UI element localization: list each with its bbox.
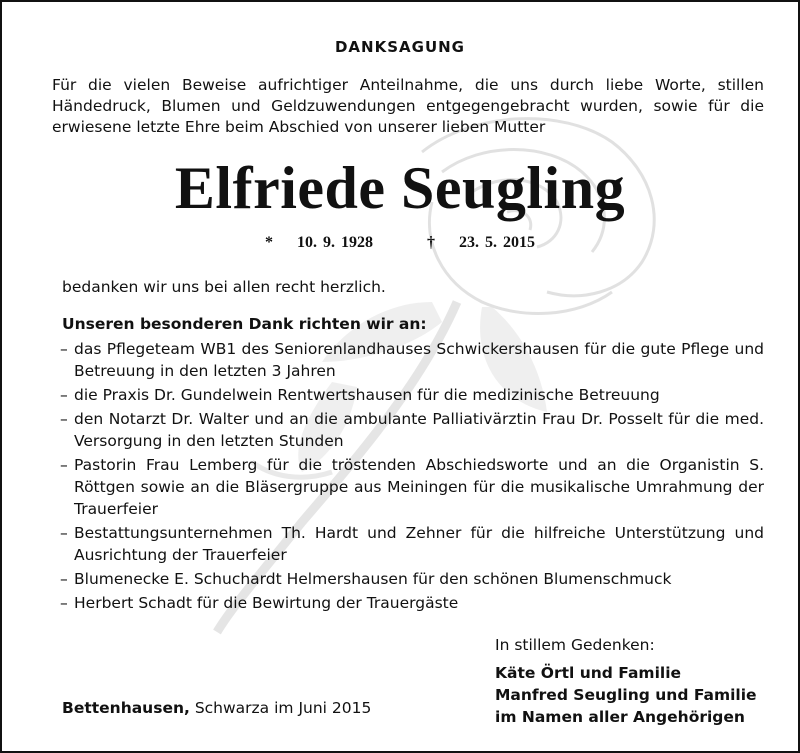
birth-star-icon: * bbox=[265, 234, 273, 251]
family-line: Manfred Seugling und Familie bbox=[495, 686, 757, 704]
thanks-list bbox=[60, 338, 764, 616]
family-line: Käte Örtl und Familie bbox=[495, 664, 682, 682]
in-memory-label: In stillem Gedenken: bbox=[495, 636, 655, 654]
list-item: – Herbert Schadt für die Bewirtung der Trauergäste bbox=[60, 594, 459, 612]
list-item: – den Notarzt Dr. Walter und an die ambulante Palliativärztin Frau Dr. Posselt für die med. Versorgung in den letzten Stunden bbox=[60, 410, 764, 450]
family-signature bbox=[495, 662, 757, 728]
thanks-line: bedanken wir uns bei allen recht herzlich. bbox=[62, 278, 386, 296]
list-item: – das Pflegeteam WB1 des Seniorenlandhauses Schwickershausen für die gute Pflege und Betreuung in den letzten 3 Jahren bbox=[60, 340, 764, 380]
list-item: – Blumenecke E. Schuchardt Helmershausen für den schönen Blumenschmuck bbox=[60, 570, 672, 588]
list-item: – Bestattungsunternehmen Th. Hardt und Zehner für die hilfreiche Unterstützung und Ausrichtung der Trauerfeier bbox=[60, 524, 764, 564]
special-thanks-title: Unseren besonderen Dank richten wir an: bbox=[62, 315, 427, 333]
place-and-date: Bettenhausen, Schwarza im Juni 2015 bbox=[62, 699, 372, 717]
death-date: 23. 5. 2015 bbox=[459, 234, 535, 251]
death-cross-icon: † bbox=[427, 234, 435, 251]
intro-paragraph: Für die vielen Beweise aufrichtiger Anteilnahme, die uns durch liebe Worte, stillen Händedruck, Blumen und Geldzuwendungen entgegengebracht wurden, sowie für die erwiesene letzte Ehre beim Abschied von unserer lieben Mutter bbox=[52, 76, 764, 136]
notice-heading: DANKSAGUNG bbox=[334, 38, 465, 56]
list-item: – die Praxis Dr. Gundelwein Rentwertshausen für die medizinische Betreuung bbox=[60, 386, 660, 404]
life-dates bbox=[2, 234, 798, 252]
deceased-name: Elfriede Seugling bbox=[174, 155, 626, 221]
family-line: im Namen aller Angehörigen bbox=[495, 708, 745, 726]
birth-date: 10. 9. 1928 bbox=[297, 234, 373, 251]
list-item: – Pastorin Frau Lemberg für die tröstenden Abschiedsworte und an die Organistin S. Röttgen sowie an die Bläsergruppe aus Meiningen für die musikalische Umrahmung der Trauerfeier bbox=[60, 456, 764, 518]
